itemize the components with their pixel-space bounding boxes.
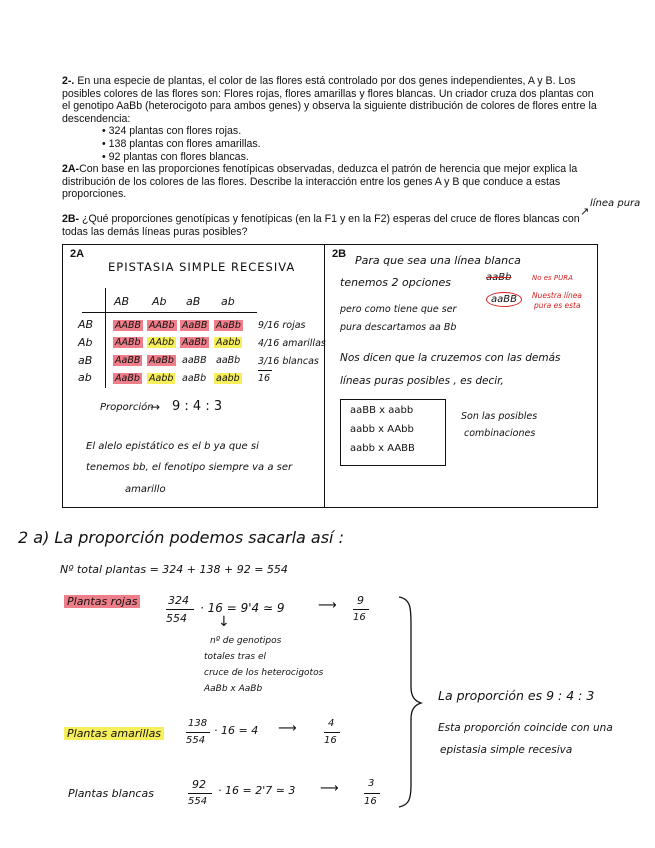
amarillas-label: Plantas amarillas bbox=[64, 727, 164, 740]
arrow-down-icon: ↓ bbox=[218, 614, 230, 630]
fraction-bar bbox=[166, 609, 194, 610]
option-note: pura es esta bbox=[534, 301, 581, 310]
arrow-icon: ↗ bbox=[580, 205, 590, 218]
option-note: Nuestra línea bbox=[532, 291, 583, 300]
row-header: aB bbox=[78, 354, 93, 367]
geno-note: nº de genotipos bbox=[210, 636, 282, 646]
proportion-label: Proporción bbox=[100, 402, 154, 413]
cross-item: aaBB x aabb bbox=[350, 405, 414, 416]
rojas-label: Plantas rojas bbox=[64, 595, 140, 608]
result-num: 4 bbox=[328, 718, 335, 729]
punnett-cell: AaBb bbox=[115, 373, 140, 384]
proportion-value: 9 : 4 : 3 bbox=[172, 399, 223, 414]
text-line: Nos dicen que la cruzemos con las demás bbox=[340, 352, 561, 364]
left-title: EPISTASIA SIMPLE RECESIVA bbox=[108, 260, 296, 274]
col-header: ab bbox=[221, 295, 235, 308]
arrow-icon: ⟶ bbox=[320, 781, 339, 796]
geno-note: totales tras el bbox=[204, 652, 266, 662]
punnett-cell: AABb bbox=[149, 320, 175, 331]
total-line: Nº total plantas = 324 + 138 + 92 = 554 bbox=[60, 563, 288, 576]
row-header: AB bbox=[78, 318, 94, 331]
brace-icon bbox=[395, 595, 425, 810]
crosses-note: combinaciones bbox=[464, 428, 536, 439]
count-amarillas: 4/16 amarillas bbox=[258, 338, 326, 349]
sum-line bbox=[258, 370, 272, 371]
arrow-icon: ⟶ bbox=[278, 721, 297, 736]
fraction-bar bbox=[188, 793, 212, 794]
col-header: Ab bbox=[152, 295, 167, 308]
punnett-cell: Aabb bbox=[216, 337, 241, 348]
col-header: AB bbox=[114, 295, 130, 308]
result-den: 16 bbox=[324, 735, 337, 746]
text-line: pero como tiene que ser bbox=[340, 304, 457, 315]
part-a-label: 2A- bbox=[62, 163, 80, 176]
fraction-num: 92 bbox=[192, 778, 206, 791]
punnett-cell: AaBb bbox=[182, 337, 207, 348]
label-2b: 2B bbox=[332, 248, 347, 260]
col-header: aB bbox=[186, 295, 201, 308]
fraction-bar bbox=[186, 732, 210, 733]
list-item: • 92 plantas con flores blancas. bbox=[102, 151, 602, 164]
punnett-cell: aabb bbox=[216, 373, 240, 384]
fraction-bar bbox=[324, 732, 340, 733]
option-note: No es PURA bbox=[532, 274, 573, 282]
question-intro: En una especie de plantas, el color de las flores está controlado por dos genes independientes, A y B. Los posibles colores de las flores son: Flores rojas, flores amarillas y flores blancas. Un criador cruza dos plantas con el genotipo AaBb (heterocigoto para ambos genes) y observa la siguiente distribución de colores de flores entre la descendencia: bbox=[62, 75, 597, 125]
note-line: El alelo epistático es el b ya que si bbox=[86, 441, 259, 452]
label-2a: 2A bbox=[70, 248, 85, 260]
option-aabb: aaBb bbox=[486, 272, 512, 283]
punnett-cell: AaBb bbox=[149, 355, 174, 366]
punnett-cell: aaBB bbox=[182, 355, 207, 366]
punnett-cell: AaBb bbox=[216, 320, 241, 331]
note-linea-pura: línea pura bbox=[590, 198, 641, 209]
bullet-list bbox=[62, 125, 602, 163]
question-number: 2-. bbox=[62, 75, 75, 87]
punnett-cell: aaBb bbox=[182, 373, 207, 384]
text-line: Para que sea una línea blanca bbox=[355, 254, 521, 267]
cross-item: aabb x AABB bbox=[350, 443, 415, 454]
option-aabb-circled: aaBB bbox=[486, 292, 522, 307]
fraction-den: 554 bbox=[188, 796, 208, 807]
count-total: 16 bbox=[258, 373, 271, 384]
cross-item: aabb x AAbb bbox=[350, 424, 414, 435]
punnett-hline bbox=[82, 312, 257, 313]
punnett-cell: AaBB bbox=[182, 320, 208, 331]
list-item: • 138 plantas con flores amarillas. bbox=[102, 138, 602, 151]
calc: · 16 = 9'4 ≃ 9 bbox=[200, 601, 285, 615]
count-rojas: 9/16 rojas bbox=[258, 320, 306, 331]
part-b-label: 2B- bbox=[62, 212, 80, 225]
arrow-icon: → bbox=[150, 400, 161, 414]
box-divider bbox=[324, 244, 325, 507]
calc: · 16 = 2'7 ≃ 3 bbox=[218, 784, 296, 797]
text-line: líneas puras posibles , es decir, bbox=[340, 375, 504, 387]
fraction-num: 324 bbox=[168, 594, 189, 607]
geno-note: AaBb x AaBb bbox=[204, 684, 263, 694]
note-line: tenemos bb, el fenotipo siempre va a ser bbox=[86, 462, 293, 473]
row-header: Ab bbox=[78, 336, 93, 349]
row-header: ab bbox=[78, 371, 92, 384]
conclusion-line: epistasia simple recesiva bbox=[440, 744, 573, 756]
crosses-note: Son las posibles bbox=[461, 411, 538, 422]
fraction-bar bbox=[364, 793, 380, 794]
blancas-label: Plantas blancas bbox=[68, 787, 154, 800]
list-item: • 324 plantas con flores rojas. bbox=[102, 125, 602, 138]
punnett-cell: AAbb bbox=[149, 337, 175, 348]
arrow-icon: ⟶ bbox=[318, 598, 337, 613]
fraction-bar bbox=[353, 609, 369, 610]
geno-note: cruce de los heterocigotos bbox=[204, 668, 324, 678]
bottom-heading: 2 a) La proporción podemos sacarla así : bbox=[18, 528, 344, 547]
punnett-cell: AABB bbox=[115, 320, 142, 331]
question-text bbox=[62, 75, 602, 238]
part-a-text: Con base en las proporciones fenotípicas observadas, deduzca el patrón de herencia que mejor explica la distribución de los colores de las flores. Describe la interacción entre los genes A y B que conduce a estas proporciones. bbox=[62, 163, 578, 201]
result-den: 16 bbox=[353, 612, 366, 623]
fraction-den: 554 bbox=[186, 735, 206, 746]
result-num: 3 bbox=[368, 778, 375, 789]
punnett-cell: aaBb bbox=[216, 355, 241, 366]
calc: · 16 = 4 bbox=[214, 724, 259, 737]
part-b-text: ¿Qué proporciones genotípicas y fenotípicas (en la F1 y en la F2) esperas del cruce de flores blancas con todas las demás líneas puras posibles? bbox=[62, 212, 580, 238]
count-blancas: 3/16 blancas bbox=[258, 356, 319, 367]
result-num: 9 bbox=[357, 594, 364, 607]
fraction-den: 554 bbox=[166, 612, 187, 625]
conclusion: La proporción es 9 : 4 : 3 bbox=[438, 688, 595, 703]
text-line: pura descartamos aa Bb bbox=[340, 322, 457, 333]
text-line: tenemos 2 opciones bbox=[340, 276, 452, 289]
fraction-num: 138 bbox=[188, 718, 208, 729]
punnett-cell: AABb bbox=[115, 337, 141, 348]
note-line: amarillo bbox=[125, 484, 166, 495]
punnett-cell: AaBB bbox=[115, 355, 141, 366]
punnett-cell: Aabb bbox=[149, 373, 174, 384]
conclusion-line: Esta proporción coincide con una bbox=[438, 722, 613, 734]
result-den: 16 bbox=[364, 796, 377, 807]
punnett-vline bbox=[105, 288, 106, 388]
